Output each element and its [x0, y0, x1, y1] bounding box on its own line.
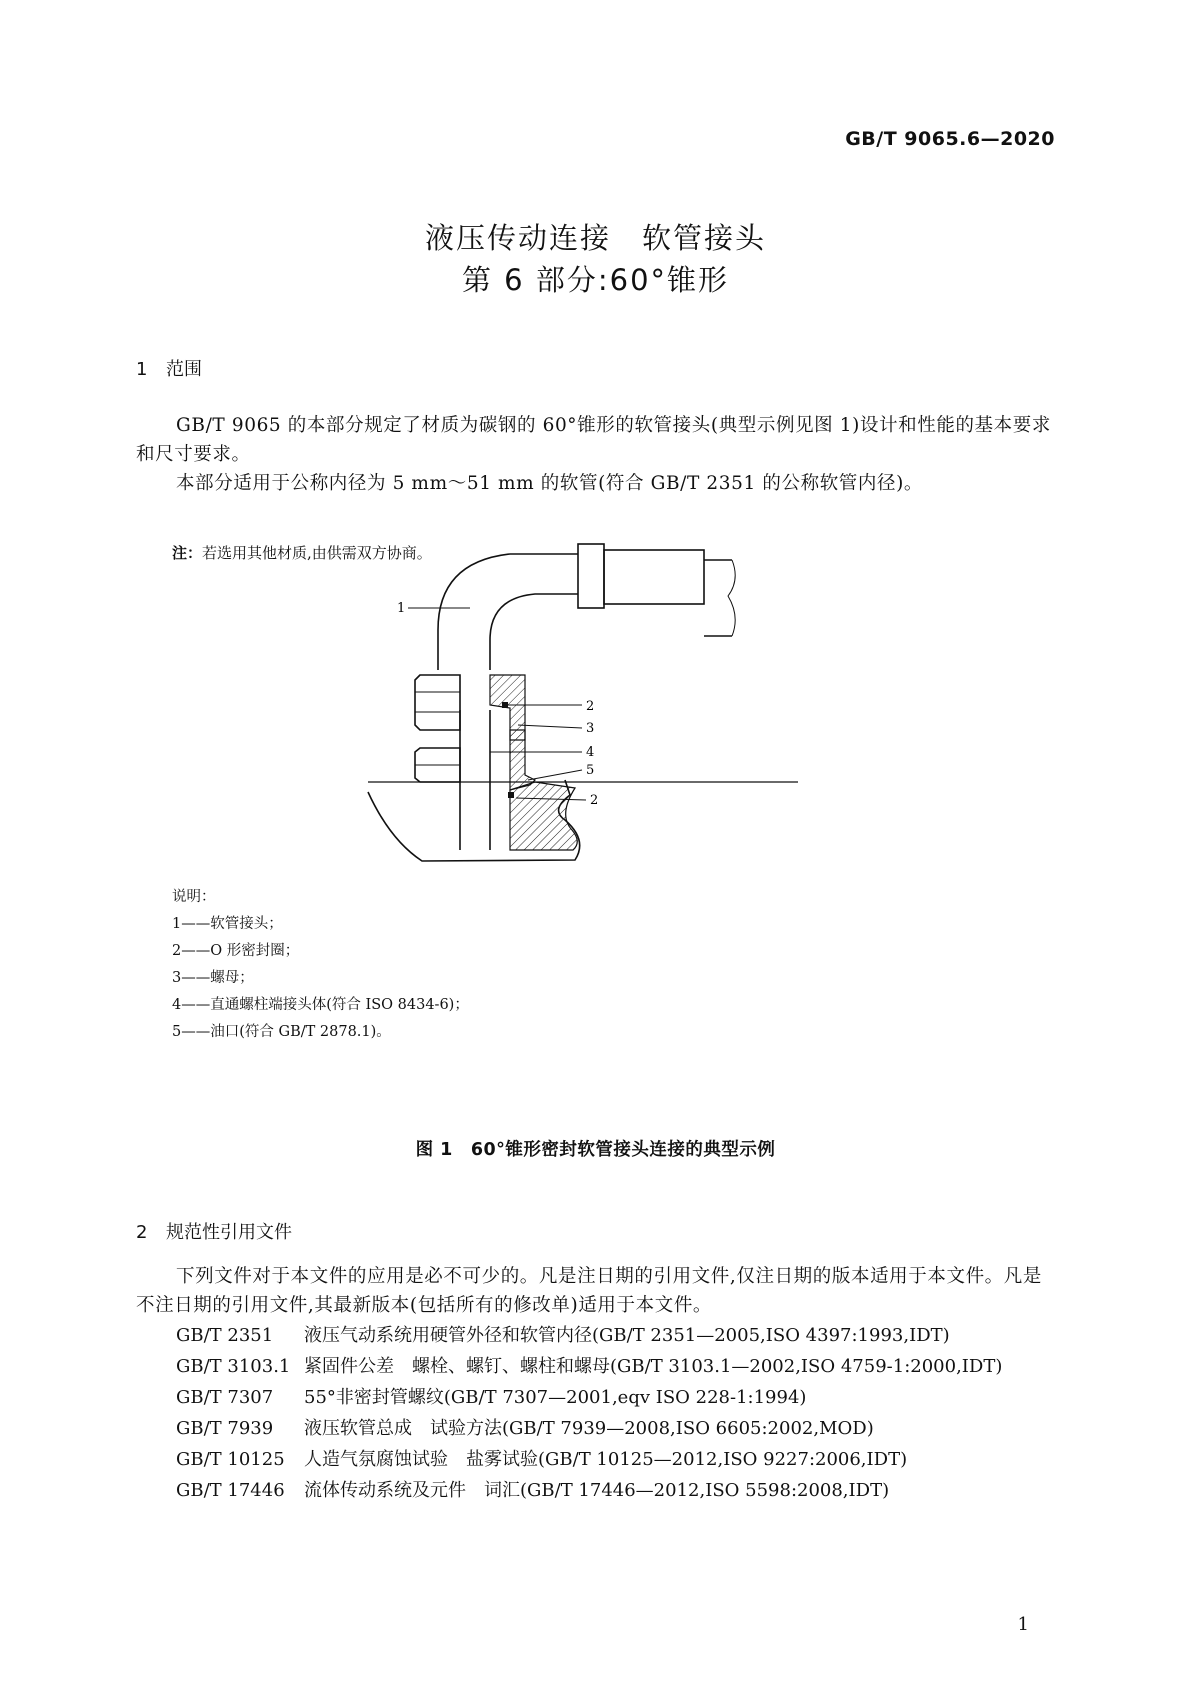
reference-title: 液压气动系统用硬管外径和软管内径(GB/T 2351—2005,ISO 4397:1993,IDT): [304, 1325, 950, 1346]
reference-code: GB/T 2351: [176, 1325, 274, 1346]
crimp-sleeve: [578, 544, 604, 608]
legend-item: 2——O 形密封圈；: [172, 943, 300, 959]
callout-4: 4: [586, 745, 595, 760]
legend-item: 4——直通螺柱端接头体(符合 ISO 8434-6)；: [172, 997, 469, 1013]
reference-code: GB/T 17446: [176, 1480, 285, 1501]
reference-code: GB/T 3103.1: [176, 1356, 291, 1377]
callout-2b: 2: [590, 793, 599, 808]
section1-number: 1: [136, 359, 148, 380]
body-section: [510, 730, 535, 790]
reference-title: 流体传动系统及元件 词汇(GB/T 17446—2012,ISO 5598:2008,IDT): [304, 1480, 890, 1501]
reference-item: [176, 1444, 1002, 1475]
hose-fitting-figure: [360, 530, 800, 875]
legend-item: 3——螺母；: [172, 970, 254, 986]
callout-2: 2: [586, 699, 595, 714]
reference-item: [176, 1475, 1002, 1506]
reference-item: [176, 1382, 1002, 1413]
reference-title: 人造气氛腐蚀试验 盐雾试验(GB/T 10125—2012,ISO 9227:2006,IDT): [304, 1449, 908, 1470]
page-number: 1: [1017, 1614, 1029, 1635]
reference-code: GB/T 7307: [176, 1387, 274, 1408]
reference-title: 液压软管总成 试验方法(GB/T 7939—2008,ISO 6605:2002,MOD): [304, 1418, 874, 1439]
reference-item: [176, 1413, 1002, 1444]
callout-5: 5: [586, 763, 595, 778]
document-title-line2: 第 6 部分:60°锥形: [461, 263, 730, 297]
reference-item: [176, 1320, 1002, 1351]
hose-elbow-outer: [438, 554, 578, 670]
section2-number: 2: [136, 1222, 148, 1243]
section1-paragraph1: GB/T 9065 的本部分规定了材质为碳钢的 60°锥形的软管接头(典型示例见图 1)设计和性能的基本要求和尺寸要求。: [136, 415, 1051, 465]
document-title-line1: 液压传动连接 软管接头: [424, 221, 766, 255]
section2-intro: 下列文件对于本文件的应用是必不可少的。凡是注日期的引用文件,仅注日期的版本适用于本文件。凡是不注日期的引用文件,其最新版本(包括所有的修改单)适用于本文件。: [136, 1266, 1042, 1316]
reference-list: [176, 1320, 1002, 1506]
section1-title: 范围: [166, 359, 202, 380]
section2-heading: [136, 1218, 292, 1244]
reference-item: [176, 1351, 1002, 1382]
reference-title: 55°非密封管螺纹(GB/T 7307—2001,eqv ISO 228-1:1994): [304, 1387, 807, 1408]
note-label: 注：: [172, 544, 203, 562]
port-section: [510, 782, 577, 850]
figure-caption: 图 1 60°锥形密封软管接头连接的典型示例: [415, 1140, 776, 1160]
legend-title: 说明：: [172, 889, 216, 905]
legend-item: 5——油口(符合 GB/T 2878.1)。: [172, 1024, 391, 1040]
section2-title: 规范性引用文件: [166, 1222, 292, 1243]
hex-nut: [415, 675, 460, 730]
legend-item: 1——软管接头；: [172, 916, 283, 932]
hose-elbow-inner: [490, 594, 578, 670]
callout-3: 3: [586, 721, 595, 736]
note-text: 若选用其他材质,由供需双方协商。: [202, 544, 432, 562]
reference-title: 紧固件公差 螺栓、螺钉、螺柱和螺母(GB/T 3103.1—2002,ISO 4759-1:2000,IDT): [304, 1356, 1003, 1377]
standard-code-header: GB/T 9065.6—2020: [845, 128, 1055, 150]
reference-code: GB/T 10125: [176, 1449, 285, 1470]
section1-heading: [136, 355, 202, 381]
callout-1: 1: [397, 601, 406, 616]
reference-code: GB/T 7939: [176, 1418, 274, 1439]
section1-paragraph2: 本部分适用于公称内径为 5 mm～51 mm 的软管(符合 GB/T 2351 的公称软管内径)。: [176, 473, 924, 494]
